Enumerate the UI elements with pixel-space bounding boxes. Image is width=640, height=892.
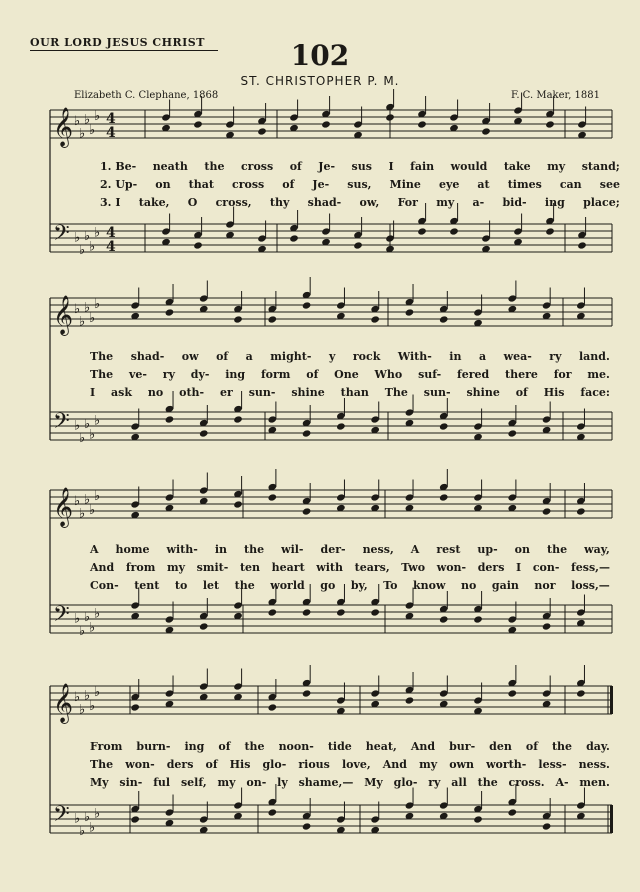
lyric-syllable: And: [410, 740, 436, 753]
lyric-syllable: Je-: [312, 178, 330, 191]
lyric-syllable: neath: [152, 160, 188, 173]
note-head: [289, 234, 299, 242]
lyric-syllable: by,: [350, 579, 368, 592]
flat-icon: ♭: [74, 690, 81, 705]
flat-icon: ♭: [84, 492, 91, 508]
lyric-syllable: heat,: [365, 740, 397, 753]
note-head: [302, 429, 312, 437]
lyric-syllable: fess,—: [571, 561, 610, 574]
note-head: [508, 808, 518, 816]
note-head: [508, 429, 518, 437]
lyric-syllable: burn-: [136, 740, 171, 753]
lyric-line: [90, 561, 610, 575]
note-head: [268, 493, 278, 501]
lyric-syllable: rious: [298, 758, 330, 771]
note-head: [449, 227, 459, 235]
lyric-syllable: Con-: [90, 579, 119, 592]
flat-icon: ♭: [84, 112, 91, 128]
note-head: [302, 822, 312, 830]
lyric-syllable: world: [270, 579, 305, 592]
lyric-syllable: ders: [477, 561, 505, 574]
flat-icon: ♭: [94, 413, 101, 429]
lyric-syllable: my: [167, 561, 186, 574]
note-head: [542, 622, 552, 630]
hymn-number: 102: [290, 39, 350, 72]
flat-icon: ♭: [74, 302, 81, 317]
lyric-syllable: ful: [153, 776, 171, 789]
flat-icon: ♭: [89, 427, 96, 443]
lyric-syllable: with-: [166, 543, 198, 556]
lyric-syllable: ders: [166, 758, 194, 771]
lyric-syllable: won-: [436, 561, 467, 574]
lyric-line: [100, 196, 620, 210]
lyric-syllable: My: [364, 776, 383, 789]
flat-icon: ♭: [84, 809, 91, 825]
note-head: [473, 815, 483, 823]
lyric-syllable: And: [90, 561, 115, 574]
lyric-syllable: my: [419, 758, 438, 771]
lyric-syllable: less-: [538, 758, 567, 771]
note-head: [576, 689, 586, 697]
lyric-syllable: land.: [578, 350, 610, 363]
lyric-syllable: ing: [184, 740, 205, 753]
lyric-syllable: on: [155, 178, 171, 191]
lyric-syllable: a-: [472, 196, 485, 209]
lyric-syllable: of: [515, 386, 528, 399]
lyric-syllable: cross: [232, 178, 265, 191]
lyric-syllable: in: [214, 543, 228, 556]
lyric-line: [90, 740, 610, 754]
bass-clef-icon: 𝄢: [53, 221, 70, 251]
lyric-syllable: ten: [239, 561, 261, 574]
lyric-syllable: my: [547, 160, 566, 173]
lyric-syllable: Je-: [318, 160, 336, 173]
lyric-line: [90, 543, 610, 557]
lyric-syllable: the: [551, 740, 573, 753]
lyric-syllable: ness.: [578, 758, 610, 771]
flat-icon: ♭: [74, 418, 81, 434]
lyric-syllable: than: [340, 386, 369, 399]
note-head: [439, 615, 449, 623]
lyric-syllable: my: [217, 776, 236, 789]
lyric-syllable: A: [410, 543, 420, 556]
lyric-syllable: suf-: [418, 368, 442, 381]
lyric-syllable: sun-: [423, 386, 451, 399]
note-head: [199, 622, 209, 630]
lyric-syllable: ly: [277, 776, 288, 789]
lyric-syllable: all: [451, 776, 467, 789]
lyric-syllable: I: [90, 386, 96, 399]
bass-clef-icon: 𝄢: [53, 802, 70, 832]
note-head: [508, 689, 518, 697]
lyric-syllable: take,: [138, 196, 170, 209]
lyric-syllable: for: [553, 368, 572, 381]
time-signature: 4: [106, 111, 116, 127]
lyric-syllable: on-: [246, 776, 267, 789]
lyric-syllable: eye: [438, 178, 460, 191]
lyric-syllable: of: [306, 368, 319, 381]
lyric-syllable: sus,: [347, 178, 372, 191]
lyric-syllable: shad-: [307, 196, 342, 209]
flat-icon: ♭: [94, 606, 101, 622]
time-signature: 4: [106, 239, 116, 255]
lyric-syllable: of: [282, 178, 295, 191]
note-head: [302, 507, 312, 515]
lyric-line: [100, 178, 620, 192]
lyric-syllable: y: [328, 350, 336, 363]
note-head: [353, 241, 363, 249]
flat-icon: ♭: [94, 684, 101, 700]
lyric-syllable: from: [125, 561, 156, 574]
note-head: [576, 507, 586, 515]
flat-icon: ♭: [84, 688, 91, 704]
flat-icon: ♭: [89, 820, 96, 836]
lyric-syllable: form: [260, 368, 291, 381]
lyric-syllable: And: [382, 758, 407, 771]
lyric-syllable: The: [384, 386, 408, 399]
flat-icon: ♭: [74, 611, 81, 627]
lyric-syllable: way,: [584, 543, 610, 556]
lyric-line: [90, 350, 610, 364]
lyric-syllable: Two: [401, 561, 426, 574]
lyric-syllable: might-: [270, 350, 312, 363]
lyric-syllable: glo-: [393, 776, 418, 789]
author-credit: Elizabeth C. Clephane, 1868: [74, 90, 219, 101]
lyric-syllable: a: [245, 350, 253, 363]
lyric-syllable: der-: [320, 543, 346, 556]
note-head: [481, 127, 491, 135]
treble-clef-icon: 𝄞: [53, 107, 74, 147]
lyric-syllable: ow,: [359, 196, 380, 209]
lyric-syllable: His: [543, 386, 565, 399]
flat-icon: ♭: [84, 300, 91, 316]
note-head: [268, 808, 278, 816]
note-head: [417, 227, 427, 235]
lyric-syllable: fain: [410, 160, 435, 173]
flat-icon: ♭: [79, 126, 86, 142]
flat-icon: ♭: [94, 108, 101, 124]
lyric-syllable: The: [90, 758, 114, 771]
lyric-line: [90, 386, 610, 400]
flat-icon: ♭: [84, 416, 91, 432]
lyric-syllable: let: [202, 579, 220, 592]
lyric-syllable: of: [216, 350, 229, 363]
treble-clef-icon: 𝄞: [53, 683, 74, 723]
note-head: [302, 689, 312, 697]
lyric-syllable: on: [514, 543, 531, 556]
flat-icon: ♭: [79, 506, 86, 522]
note-head: [370, 608, 380, 616]
flat-icon: ♭: [94, 488, 101, 504]
flat-icon: ♭: [89, 620, 96, 636]
note-head: [405, 696, 415, 704]
lyric-syllable: face:: [580, 386, 610, 399]
flat-icon: ♭: [89, 122, 96, 138]
lyric-syllable: men.: [579, 776, 610, 789]
lyric-syllable: heart: [271, 561, 305, 574]
lyric-syllable: up-: [477, 543, 498, 556]
lyric-syllable: sun-: [248, 386, 276, 399]
note-head: [417, 120, 427, 128]
lyric-syllable: den: [489, 740, 512, 753]
flat-icon: ♭: [89, 502, 96, 518]
flat-icon: ♭: [94, 806, 101, 822]
note-head: [370, 315, 380, 323]
lyric-syllable: A-: [555, 776, 569, 789]
lyric-syllable: 3. I: [100, 196, 121, 209]
lyric-syllable: Mine: [389, 178, 421, 191]
lyric-syllable: ve-: [129, 368, 147, 381]
lyric-line: [90, 368, 610, 382]
lyric-syllable: glo-: [262, 758, 287, 771]
lyric-syllable: With-: [397, 350, 432, 363]
lyric-syllable: in: [449, 350, 462, 363]
double-barline: [610, 686, 613, 714]
lyric-syllable: shame,—: [298, 776, 354, 789]
note-head: [199, 429, 209, 437]
lyric-syllable: the: [477, 776, 498, 789]
lyric-syllable: of: [525, 740, 538, 753]
note-head: [321, 120, 331, 128]
lyric-syllable: there: [505, 368, 538, 381]
lyric-syllable: I: [388, 160, 394, 173]
lyric-syllable: can: [559, 178, 582, 191]
lyric-syllable: ing: [225, 368, 246, 381]
lyric-syllable: I: [516, 561, 522, 574]
lyric-syllable: One: [334, 368, 359, 381]
lyric-syllable: ness,: [362, 543, 394, 556]
note-head: [193, 120, 203, 128]
lyric-syllable: tent: [134, 579, 160, 592]
section-title: OUR LORD JESUS CHRIST: [30, 36, 205, 49]
lyric-syllable: Who: [374, 368, 403, 381]
note-head: [268, 315, 278, 323]
note-head: [545, 120, 555, 128]
lyric-syllable: the: [244, 543, 265, 556]
lyric-syllable: My: [90, 776, 109, 789]
lyric-syllable: day.: [586, 740, 610, 753]
bass-clef-icon: 𝄢: [53, 602, 70, 632]
note-head: [257, 127, 267, 135]
lyric-syllable: rest: [436, 543, 461, 556]
note-head: [165, 308, 175, 316]
flat-icon: ♭: [84, 609, 91, 625]
lyric-syllable: tide: [327, 740, 352, 753]
lyric-syllable: own: [449, 758, 474, 771]
lyric-syllable: home: [115, 543, 150, 556]
flat-icon: ♭: [89, 239, 96, 255]
lyric-syllable: A: [90, 543, 99, 556]
lyric-syllable: of: [205, 758, 218, 771]
note-head: [130, 703, 140, 711]
lyric-syllable: self,: [180, 776, 207, 789]
lyric-syllable: O: [187, 196, 198, 209]
lyric-syllable: that: [188, 178, 214, 191]
lyric-syllable: the: [234, 579, 255, 592]
note-head: [336, 608, 346, 616]
tune-name: ST. CHRISTOPHER P. M.: [240, 74, 400, 88]
note-head: [193, 241, 203, 249]
lyric-syllable: a: [478, 350, 487, 363]
note-head: [542, 507, 552, 515]
note-head: [577, 241, 587, 249]
note-head: [130, 815, 140, 823]
lyric-syllable: ry: [549, 350, 562, 363]
note-head: [233, 500, 243, 508]
lyric-syllable: ow: [181, 350, 199, 363]
note-head: [545, 227, 555, 235]
lyric-syllable: bur-: [449, 740, 476, 753]
lyric-syllable: gain: [491, 579, 519, 592]
flat-icon: ♭: [79, 823, 86, 839]
lyric-syllable: shine: [291, 386, 325, 399]
lyric-syllable: fered: [456, 368, 490, 381]
treble-clef-icon: 𝄞: [53, 295, 74, 335]
note-head: [439, 315, 449, 323]
note-head: [233, 315, 243, 323]
note-head: [268, 703, 278, 711]
lyric-syllable: smit-: [196, 561, 229, 574]
flat-icon: ♭: [74, 230, 81, 246]
lyric-syllable: the: [244, 740, 265, 753]
lyric-syllable: noon-: [278, 740, 314, 753]
flat-icon: ♭: [79, 242, 86, 258]
lyric-syllable: con-: [532, 561, 560, 574]
flat-icon: ♭: [74, 494, 81, 509]
lyric-syllable: would: [450, 160, 488, 173]
composer-credit: F. C. Maker, 1881: [510, 90, 600, 101]
lyric-syllable: no: [147, 386, 164, 399]
flat-icon: ♭: [89, 698, 96, 714]
lyric-syllable: with: [316, 561, 344, 574]
lyric-syllable: bid-: [502, 196, 527, 209]
note-head: [336, 422, 346, 430]
lyric-syllable: won-: [125, 758, 155, 771]
lyric-syllable: er: [220, 386, 233, 399]
time-signature: 4: [106, 125, 116, 141]
lyric-syllable: The: [90, 350, 114, 363]
double-barline: [610, 805, 613, 833]
flat-icon: ♭: [79, 314, 86, 330]
lyric-syllable: wil-: [281, 543, 304, 556]
lyric-syllable: tears,: [354, 561, 390, 574]
lyric-syllable: loss,—: [571, 579, 610, 592]
lyric-syllable: of: [218, 740, 231, 753]
lyric-syllable: ry: [162, 368, 175, 381]
flat-icon: ♭: [79, 430, 86, 446]
lyric-syllable: dy-: [190, 368, 210, 381]
note-head: [542, 822, 552, 830]
lyric-syllable: ry: [428, 776, 441, 789]
note-head: [439, 422, 449, 430]
lyric-syllable: For: [397, 196, 418, 209]
lyric-syllable: cross: [240, 160, 274, 173]
lyric-syllable: my: [436, 196, 455, 209]
lyric-syllable: cross,: [215, 196, 252, 209]
flat-icon: ♭: [89, 310, 96, 326]
lyric-syllable: to: [174, 579, 188, 592]
lyric-syllable: the: [547, 543, 568, 556]
note-head: [302, 301, 312, 309]
flat-icon: ♭: [74, 114, 81, 129]
flat-icon: ♭: [79, 702, 86, 718]
lyric-syllable: ask: [111, 386, 132, 399]
lyric-syllable: 2. Up-: [100, 178, 138, 191]
lyric-syllable: The: [90, 368, 114, 381]
lyric-syllable: me.: [587, 368, 610, 381]
lyric-line: [90, 579, 610, 593]
lyric-syllable: cross.: [508, 776, 545, 789]
lyric-syllable: sus: [351, 160, 372, 173]
note-head: [302, 608, 312, 616]
note-head: [473, 615, 483, 623]
note-head: [405, 308, 415, 316]
lyric-syllable: worth-: [486, 758, 527, 771]
time-signature: 4: [106, 225, 116, 241]
lyric-syllable: take: [503, 160, 531, 173]
note-head: [165, 415, 175, 423]
lyric-syllable: From: [90, 740, 123, 753]
lyric-syllable: go: [320, 579, 336, 592]
lyric-syllable: times: [507, 178, 542, 191]
bass-clef-icon: 𝄢: [53, 409, 70, 439]
flat-icon: ♭: [74, 811, 81, 827]
lyric-syllable: at: [477, 178, 490, 191]
lyric-syllable: stand;: [581, 160, 620, 173]
lyric-syllable: wea-: [503, 350, 532, 363]
lyric-line: [90, 758, 610, 772]
lyric-syllable: shine: [466, 386, 500, 399]
lyric-syllable: of: [289, 160, 302, 173]
note-head: [268, 608, 278, 616]
flat-icon: ♭: [94, 225, 101, 241]
lyric-syllable: love,: [341, 758, 371, 771]
lyric-syllable: nor: [534, 579, 556, 592]
lyric-syllable: see: [599, 178, 620, 191]
lyric-syllable: no: [461, 579, 477, 592]
note-head: [233, 415, 243, 423]
lyric-line: [90, 776, 610, 790]
lyric-syllable: To: [383, 579, 398, 592]
lyric-syllable: thy: [269, 196, 290, 209]
lyric-syllable: know: [413, 579, 446, 592]
lyric-syllable: 1. Be-: [100, 160, 137, 173]
lyric-syllable: oth-: [179, 386, 205, 399]
lyric-syllable: ing: [544, 196, 565, 209]
lyric-syllable: rock: [352, 350, 381, 363]
flat-icon: ♭: [84, 228, 91, 244]
lyric-syllable: shad-: [130, 350, 165, 363]
treble-clef-icon: 𝄞: [53, 487, 74, 527]
lyric-syllable: sin-: [119, 776, 143, 789]
note-head: [439, 493, 449, 501]
note-head: [385, 113, 395, 121]
lyric-syllable: place;: [583, 196, 620, 209]
flat-icon: ♭: [79, 623, 86, 639]
lyric-line: [100, 160, 620, 174]
flat-icon: ♭: [94, 296, 101, 312]
lyric-syllable: His: [229, 758, 251, 771]
lyric-syllable: the: [204, 160, 225, 173]
